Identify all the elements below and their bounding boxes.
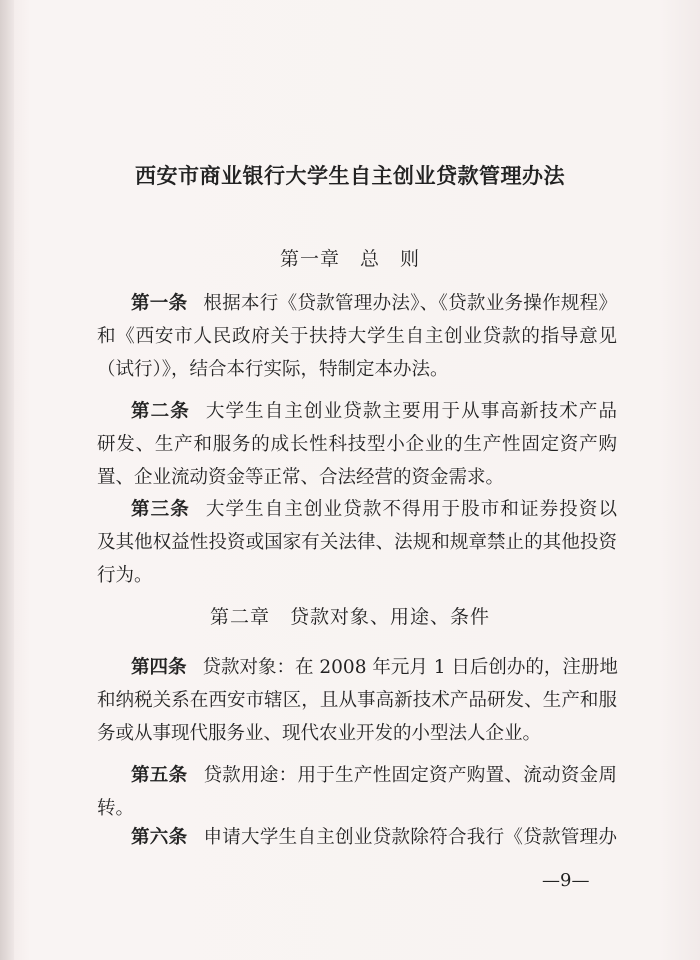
article-line: 及其他权益性投资或国家有关法律、法规和规章禁止的其他投资 — [97, 532, 617, 553]
article-line: 研发、生产和服务的成长性科技型小企业的生产性固定资产购 — [97, 434, 617, 455]
article-text: 根据本行《贷款管理办法》、《贷款业务操作规程》 — [203, 293, 617, 314]
article-line: （试行）》，结合本行实际，特制定本办法。 — [97, 359, 449, 380]
article-label: 第四条 — [131, 657, 187, 678]
document-title: 西安市商业银行大学生自主创业贷款管理办法 — [135, 163, 565, 188]
article-label: 第一条 — [131, 293, 188, 314]
chapter-heading: 第二章 贷款对象、用途、条件 — [209, 606, 490, 628]
article-line: 转。 — [97, 798, 135, 819]
article-text: 贷款用途：用于生产性固定资产购置、流动资金周 — [203, 765, 617, 786]
article-line — [131, 764, 617, 788]
article-label: 第二条 — [131, 401, 190, 422]
article-label: 第六条 — [131, 827, 188, 848]
article-line — [131, 400, 617, 424]
article-label: 第五条 — [131, 765, 188, 786]
article-label: 第三条 — [131, 499, 190, 520]
article-text: 大学生自主创业贷款不得用于股市和证券投资以 — [205, 499, 617, 520]
article-line — [131, 498, 617, 522]
article-line: 和纳税关系在西安市辖区，且从事高新技术产品研发、生产和服 — [97, 690, 617, 711]
article-text: 大学生自主创业贷款主要用于从事高新技术产品 — [205, 401, 617, 422]
article-text: 申请大学生自主创业贷款除符合我行《贷款管理办 — [203, 827, 617, 848]
article-line: 置、企业流动资金等正常、合法经营的资金需求。 — [97, 467, 505, 488]
article-line: 务或从事现代服务业、现代农业开发的小型法人企业。 — [97, 723, 542, 744]
binding-shadow — [0, 0, 14, 960]
article-line — [131, 826, 617, 850]
article-line: 和《西安市人民政府关于扶持大学生自主创业贷款的指导意见 — [97, 326, 617, 347]
article-line — [131, 656, 617, 680]
article-line: 行为。 — [97, 565, 153, 586]
article-text: 贷款对象：在 2008 年元月 1 日后创办的，注册地 — [202, 657, 618, 678]
page-number: —9— — [542, 870, 590, 891]
chapter-heading: 第一章 总 则 — [279, 248, 420, 270]
article-line — [131, 292, 617, 316]
